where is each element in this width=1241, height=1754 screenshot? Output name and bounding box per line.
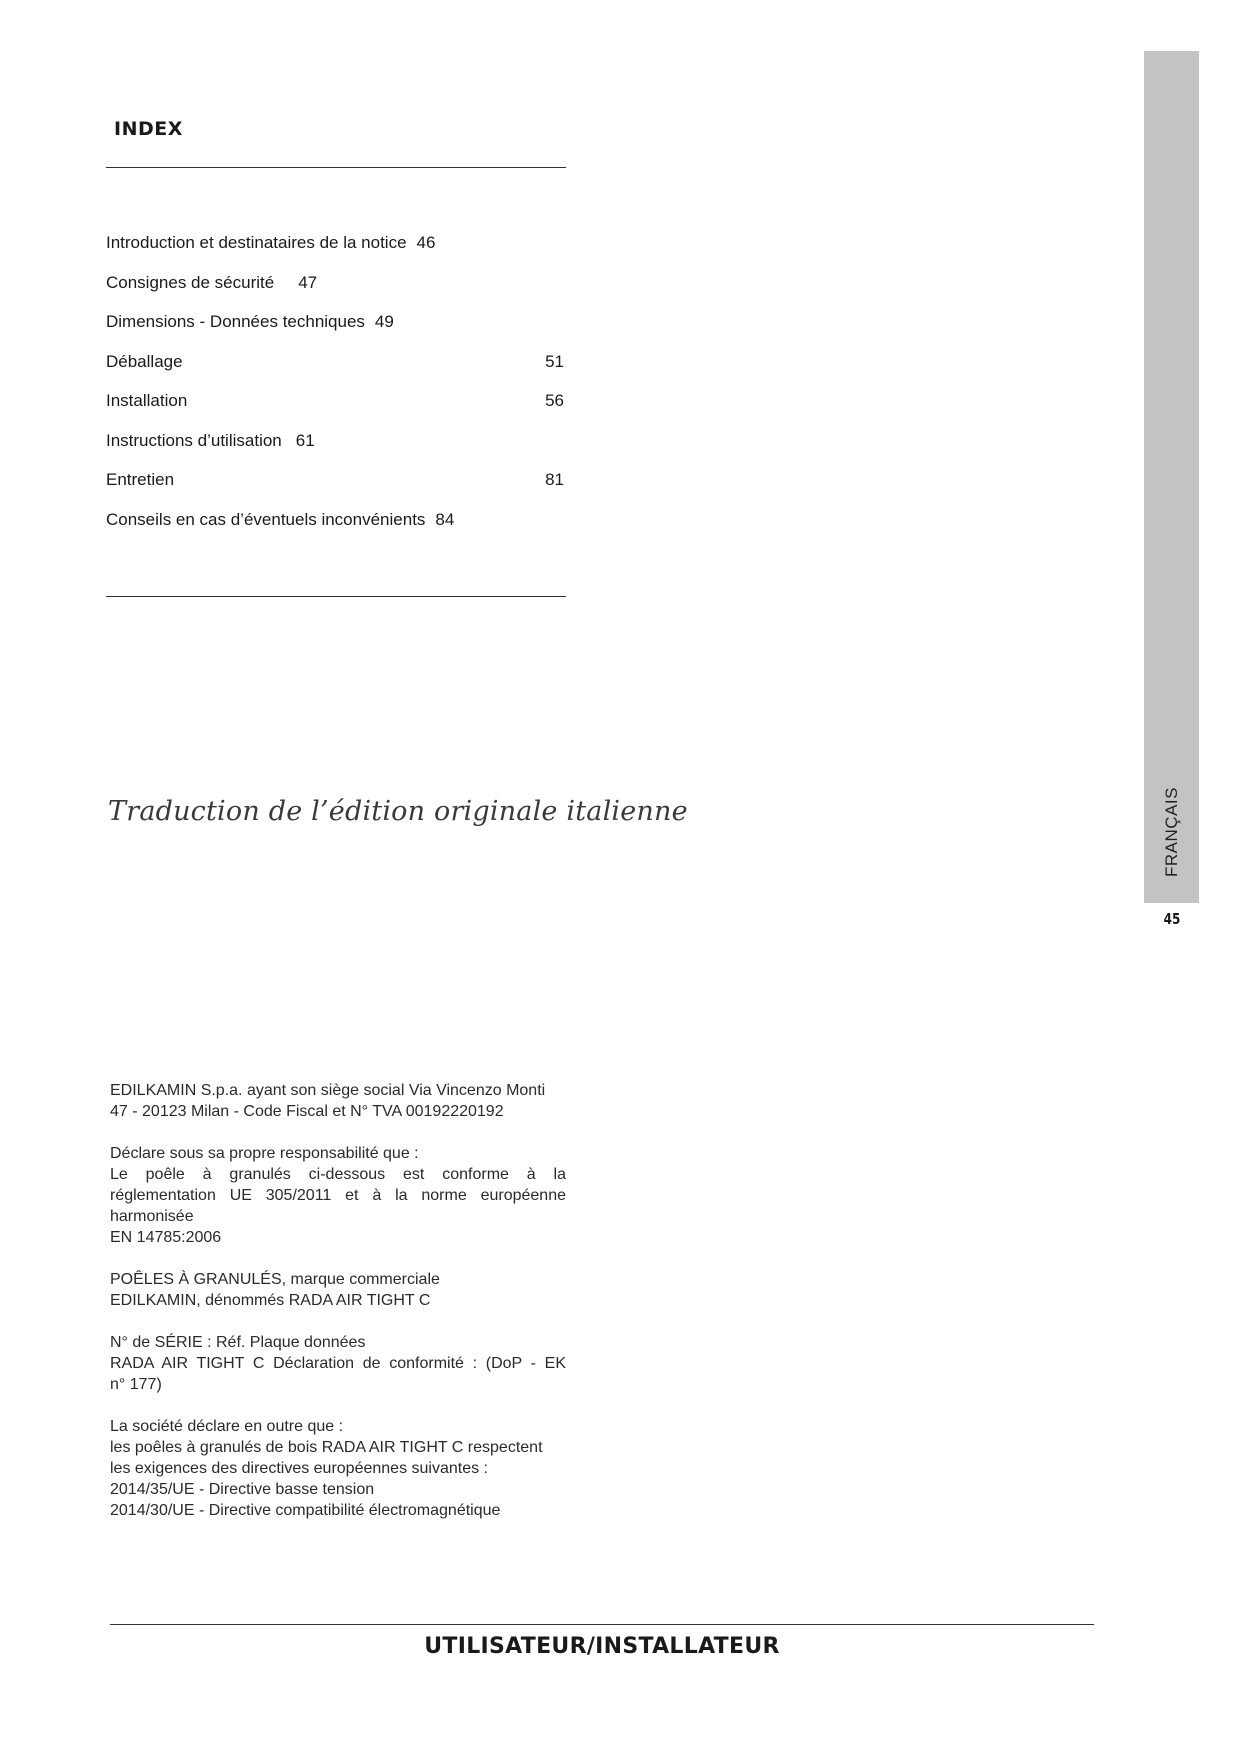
toc-entry-page: 49 — [374, 312, 394, 331]
declaration-paragraph — [110, 1080, 566, 1122]
declaration-line: les exigences des directives européennes suivantes : — [110, 1460, 488, 1477]
declaration-line: n° 177) — [110, 1376, 162, 1393]
language-tab — [1144, 51, 1199, 903]
declaration-paragraph — [110, 1332, 566, 1395]
declaration-line: 47 - 20123 Milan - Code Fiscal et N° TVA 00192220192 — [110, 1103, 504, 1120]
declaration-line: RADA AIR TIGHT C Déclaration de conformité : (DoP - EK — [110, 1355, 566, 1372]
toc-entry-title: Consignes de sécurité — [106, 272, 275, 292]
declaration-line: les poêles à granulés de bois RADA AIR TIGHT C respectent — [110, 1439, 543, 1456]
footer-label: UTILISATEUR/INSTALLATEUR — [424, 1634, 780, 1659]
toc-entry[interactable] — [106, 465, 566, 505]
index-top-divider — [106, 167, 566, 168]
toc-entry[interactable] — [106, 228, 566, 268]
declaration-line: EN 14785:2006 — [110, 1229, 222, 1246]
toc-entry-title: Déballage — [106, 351, 183, 371]
toc-entry[interactable] — [106, 268, 566, 308]
toc-entry[interactable] — [106, 307, 566, 347]
toc-entry-title: Instructions d’utilisation — [106, 430, 282, 450]
declaration-line: Déclare sous sa propre responsabilité que : — [110, 1145, 419, 1162]
translation-subtitle: Traduction de l’édition originale italienne — [108, 796, 688, 827]
index-title: INDEX — [114, 118, 183, 140]
declaration-paragraph — [110, 1143, 566, 1248]
declaration-line: réglementation UE 305/2011 et à la norme européenne — [110, 1187, 566, 1204]
declaration-paragraph — [110, 1269, 566, 1311]
declaration-line: 2014/35/UE - Directive basse tension — [110, 1481, 375, 1498]
declaration-line: La société déclare en outre que : — [110, 1418, 344, 1435]
toc-entry-title: Conseils en cas d’éventuels inconvénients — [106, 509, 426, 529]
page-number: 45 — [1163, 910, 1181, 928]
declaration-line: 2014/30/UE - Directive compatibilité électromagnétique — [110, 1502, 501, 1519]
toc-entry-title: Introduction et destinataires de la notice — [106, 233, 407, 252]
toc-entry-page: 56 — [545, 391, 564, 410]
toc-entry[interactable] — [106, 386, 566, 426]
toc-entry-title: Dimensions - Données techniques — [106, 312, 365, 331]
toc-entry-title: Installation — [106, 391, 188, 410]
toc-entry[interactable] — [106, 505, 566, 545]
toc-entry-page: 61 — [295, 430, 315, 450]
toc-entry-page: 46 — [416, 233, 436, 252]
toc-entry-page: 81 — [545, 470, 564, 489]
declaration-line: N° de SÉRIE : Réf. Plaque données — [110, 1334, 366, 1351]
declaration-line: Le poêle à granulés ci-dessous est conforme à la — [110, 1166, 566, 1183]
declaration-line: EDILKAMIN S.p.a. ayant son siège social Via Vincenzo Monti — [110, 1082, 546, 1099]
index-bottom-divider — [106, 596, 566, 597]
declaration-line: POÊLES À GRANULÉS, marque commerciale — [110, 1271, 440, 1288]
toc-entry[interactable] — [106, 426, 566, 466]
toc-entry-page: 47 — [298, 272, 318, 292]
toc-entry-page: 84 — [435, 509, 455, 529]
declaration-paragraph — [110, 1416, 566, 1521]
footer-divider — [110, 1624, 1094, 1625]
toc-entry-title: Entretien — [106, 470, 175, 489]
toc-entry-page: 51 — [545, 351, 564, 371]
declaration-line: harmonisée — [110, 1208, 194, 1225]
language-label: FRANÇAIS — [1162, 787, 1181, 877]
declaration-of-conformity — [110, 1080, 566, 1542]
declaration-line: EDILKAMIN, dénommés RADA AIR TIGHT C — [110, 1292, 431, 1309]
table-of-contents — [106, 228, 566, 544]
toc-entry[interactable] — [106, 347, 566, 387]
